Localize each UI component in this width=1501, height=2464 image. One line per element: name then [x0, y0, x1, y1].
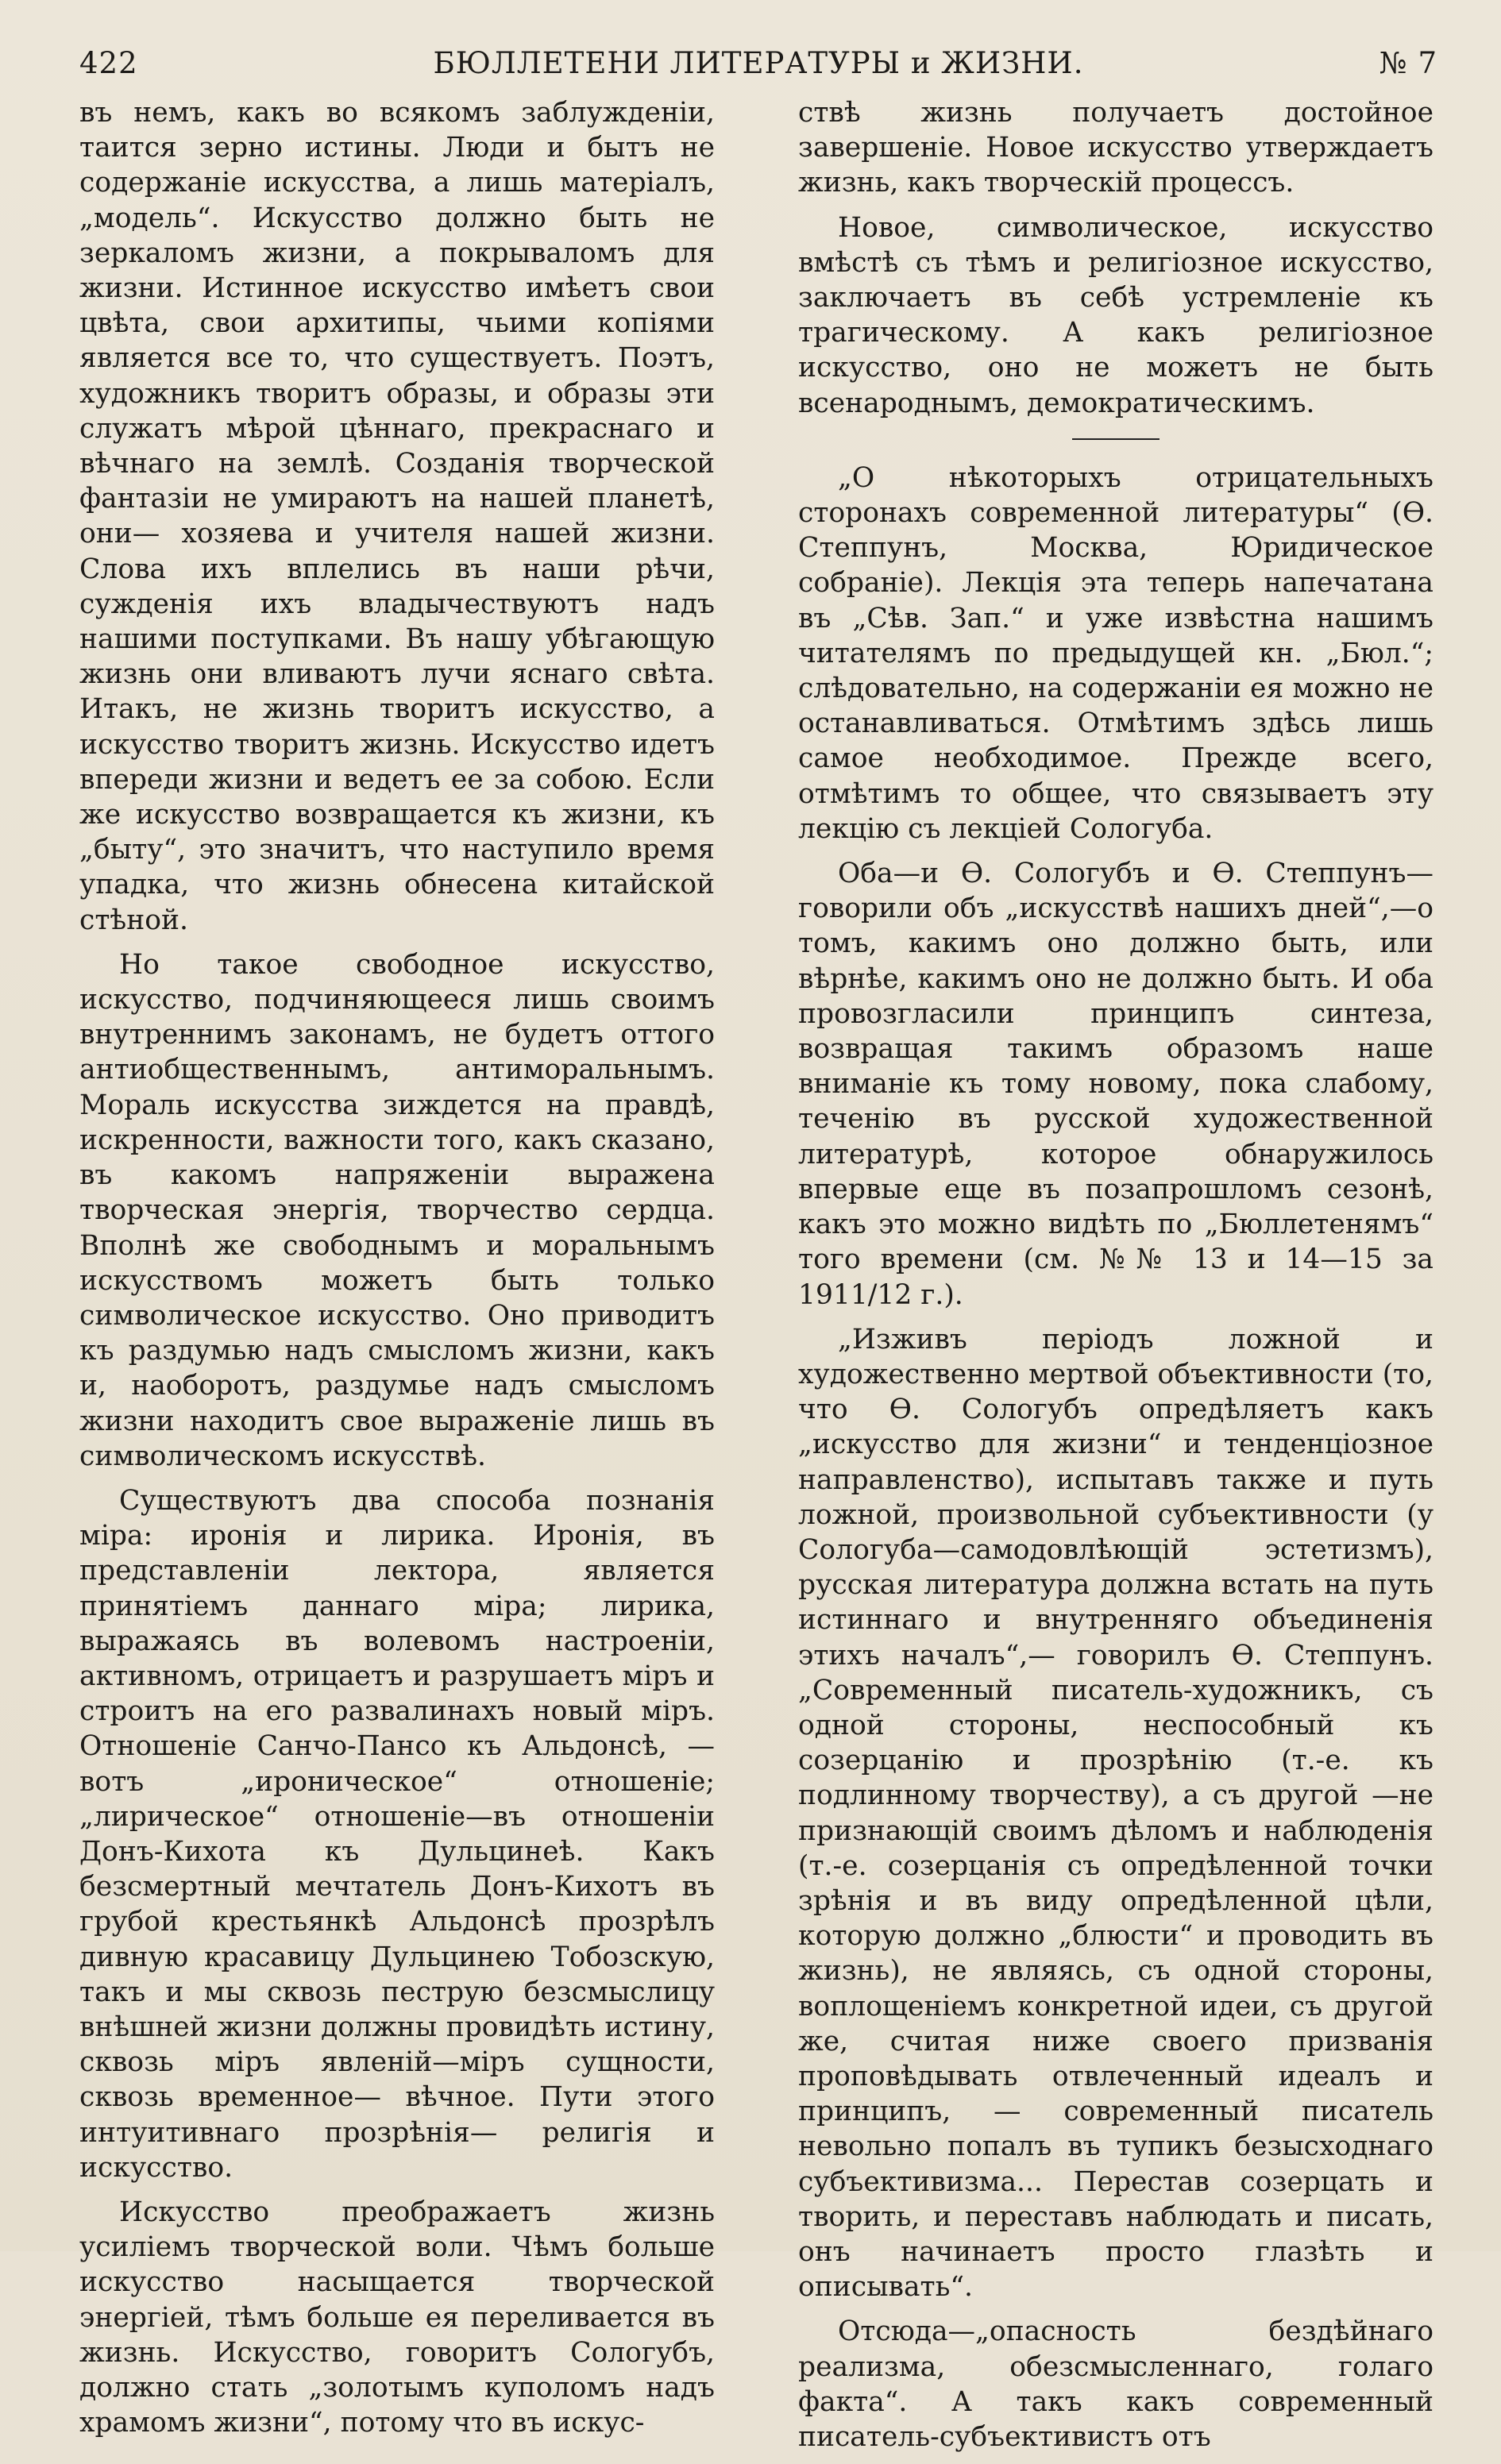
right-column — [798, 95, 1433, 2464]
paragraph: Оба—и Ѳ. Сологубъ и Ѳ. Степпунъ—говорили объ „искусствѣ нашихъ дней“,—о томъ, какимъ оно должно быть, или вѣрнѣе, какимъ оно не должно быть. И оба провозгласили принципъ синтеза, возвращая такимъ образомъ наше вниманіе къ тому новому, пока слабому, теченію въ русской художественной литературѣ, которое обнаружилось впервые еще въ позапрошломъ сезонѣ, какъ это можно видѣть по „Бюллетенямъ“ того времени (см. №№ 13 и 14—15 за 1911/12 г.). — [798, 858, 1433, 1311]
page-number: 422 — [79, 46, 138, 80]
running-header — [79, 40, 1437, 87]
paragraph: ствѣ жизнь получаетъ достойное завершеніе. Новое искусство утверждаетъ жизнь, какъ творческій процессъ. — [798, 97, 1433, 199]
paragraph: Искусство преображаетъ жизнь усиліемъ творческой воли. Чѣмъ больше искусство насыщается творческой энергіей, тѣмъ больше ея переливается въ жизнь. Искусство, говоритъ Сологубъ, должно стать „золотымъ куполомъ надъ храмомъ жизни“, потому что въ искус- — [79, 2196, 715, 2439]
left-column — [79, 95, 715, 2450]
paragraph: Существуютъ два способа познанія міра: иронія и лирика. Иронія, въ представленіи лектора, является принятіемъ даннаго міра; лирика, выражаясь въ волевомъ настроеніи, активномъ, отрицаетъ и разрушаетъ міръ и строитъ на его развалинахъ новый міръ. Отношеніе Санчо-Пансо къ Альдонсѣ, — вотъ „ироническое“ отношеніе; „лирическое“ отношеніе—въ отношеніи Донъ-Кихота къ Дульцинеѣ. Какъ безсмертный мечтатель Донъ-Кихотъ въ грубой крестьянкѣ Альдонсѣ прозрѣлъ дивную красавицу Дульцинею Тобозскую, такъ и мы сквозь пеструю безсмыслицу внѣшней жизни должны провидѣть истину, сквозь міръ явленій—міръ сущности, сквозь временное— вѣчное. Пути этого интуитивнаго прозрѣнія— религія и искусство. — [79, 1484, 715, 2184]
paragraph: „Изживъ періодъ ложной и художественно мертвой объективности (то, что Ѳ. Сологубъ опредѣляетъ какъ „искусство для жизни“ и тенденціозное направленство), испытавъ также и путь ложной, произвольной субъективности (у Сологуба—самодовлѣющій эстетизмъ), русская литература должна встать на путь истиннаго и внутренняго объединенія этихъ началъ“,— говорилъ Ѳ. Степпунъ. „Современный писатель-художникъ, съ одной стороны, неспособный къ созерцанію и прозрѣнію (т.-е. къ подлинному творчеству), а съ другой —не признающій своимъ дѣломъ и наблюденія (т.-е. созерцанія съ опредѣленной точки зрѣнія и въ виду опредѣленной цѣли, которую должно „блюсти“ и проводить въ жизнь), не являясь, съ одной стороны, воплощеніемъ конкретной идеи, съ другой же, считая ниже своего призванія проповѣдывать отвлеченный идеалъ и принципъ, — современный писатель невольно попалъ въ тупикъ безысходнаго субъективизма... Перестав созерцать и творить, и переставъ наблюдать и писать, онъ начинаетъ просто глазѣть и описывать“. — [798, 1323, 1433, 2304]
paragraph: въ немъ, какъ во всякомъ заблужденіи, таится зерно истины. Люди и бытъ не содержаніе искусства, а лишь матеріалъ, „модель“. Искусство должно быть не зеркаломъ жизни, а покрываломъ для жизни. Истинное искусство имѣетъ свои цвѣта, свои архитипы, чьими копіями является все то, что существуетъ. Поэтъ, художникъ творитъ образы, и образы эти служатъ мѣрой цѣннаго, прекраснаго и вѣчнаго на землѣ. Созданія творческой фантазіи не умираютъ на нашей планетѣ, они— хозяева и учителя нашей жизни. Слова ихъ вплелись въ наши рѣчи, сужденія ихъ владычествуютъ надъ нашими поступками. Въ нашу убѣгающую жизнь они вливаютъ лучи яснаго свѣта. Итакъ, не жизнь творитъ искусство, а искусство творитъ жизнь. Искусство идетъ впереди жизни и ведетъ ее за собою. Если же искусство возвращается къ жизни, къ „быту“, это значитъ, что наступило время упадка, что жизнь обнесена китайской стѣной. — [79, 97, 715, 936]
paragraph: Новое, символическое, искусство вмѣстѣ съ тѣмъ и религіозное искусство, заключаетъ въ себѣ устремленіе къ трагическому. А какъ религіозное искусство, оно не можетъ не быть всенароднымъ, демократическимъ. — [798, 211, 1433, 419]
issue-number: № 7 — [1379, 46, 1437, 80]
paragraph: „О нѣкоторыхъ отрицательныхъ сторонахъ современной литературы“ (Ѳ. Степпунъ, Москва, Юридическое собраніе). Лекція эта теперь напечатана въ „Сѣв. Зап.“ и уже извѣстна нашимъ читателямъ по предыдущей кн. „Бюл.“; слѣдовательно, на содержаніи ея можно не останавливаться. Отмѣтимъ здѣсь лишь самое необходимое. Прежде всего, отмѣтимъ то общее, что связываетъ эту лекцію съ лекціей Сологуба. — [798, 461, 1433, 845]
section-divider — [1072, 438, 1160, 440]
paragraph: Но такое свободное искусство, искусство, подчиняющееся лишь своимъ внутреннимъ законамъ, не будетъ оттого антиобщественнымъ, антиморальнымъ. Мораль искусства зиждется на правдѣ, искренности, важности того, какъ сказано, въ какомъ напряженіи выражена творческая энергія, творчество сердца. Вполнѣ же свободнымъ и моральнымъ искусствомъ можетъ быть только символическое искусство. Оно приводитъ къ раздумью надъ смысломъ жизни, какъ и, наоборотъ, раздумье надъ смысломъ жизни находитъ свое выраженіе лишь въ символическомъ искусствѣ. — [79, 948, 715, 1472]
paragraph: Отсюда—„опасность бездѣйнаго реализма, обезсмысленнаго, голаго факта“. А такъ какъ современный писатель-субъективистъ отъ — [798, 2316, 1433, 2453]
journal-title: БЮЛЛЕТЕНИ ЛИТЕРАТУРЫ и ЖИЗНИ. — [433, 46, 1084, 80]
